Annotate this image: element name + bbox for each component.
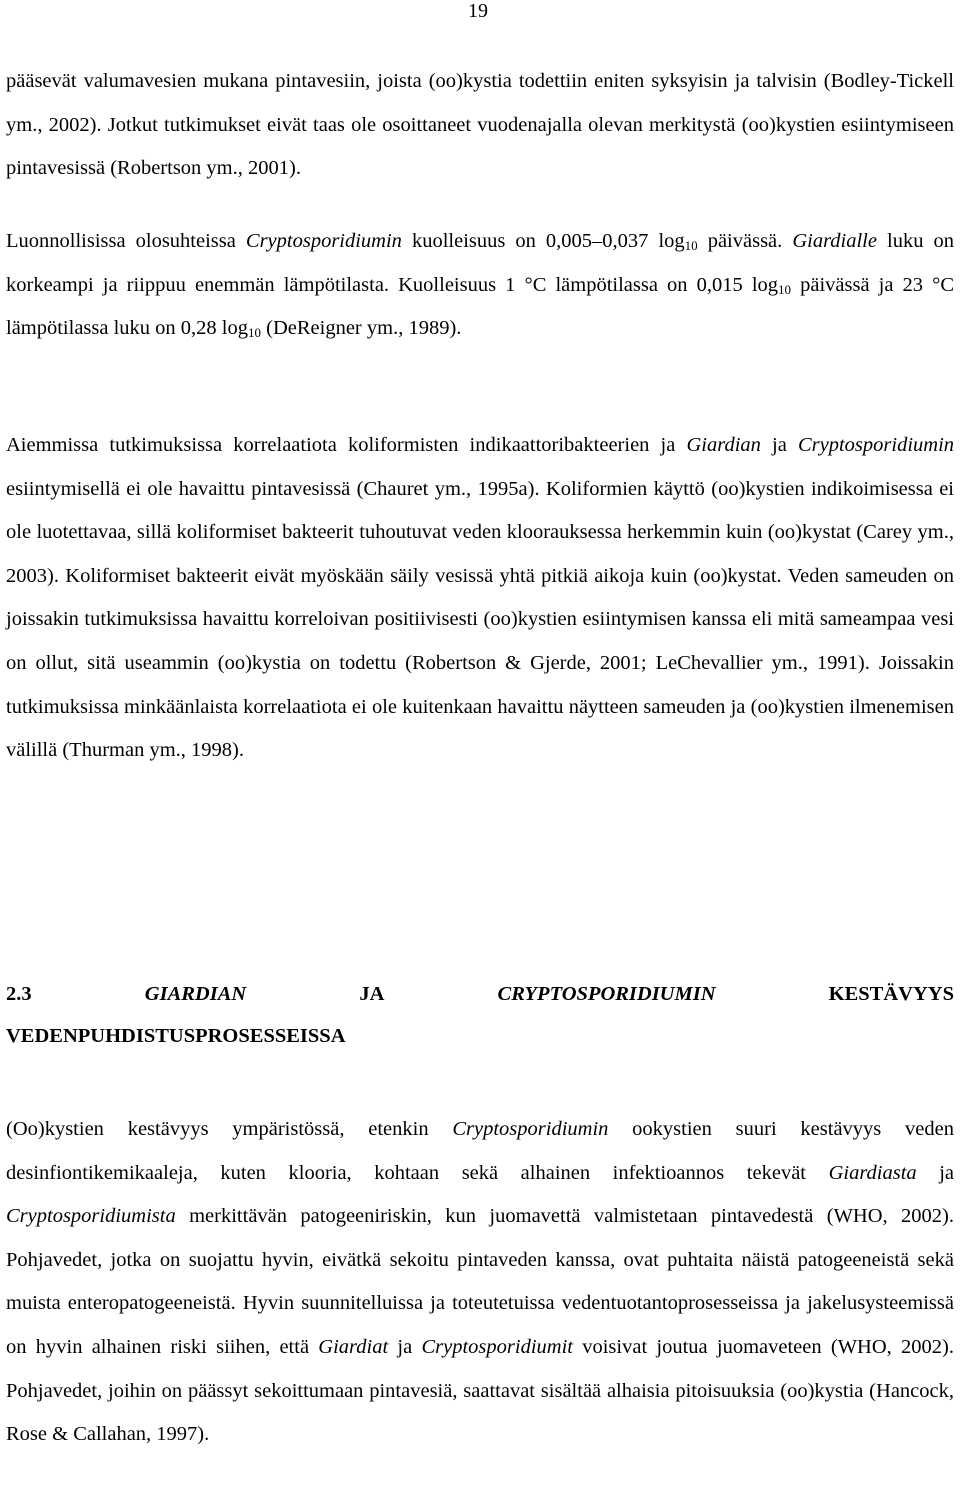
heading-word-kestavyys: KESTÄVYYS xyxy=(828,983,954,1005)
paragraph-seasonal-occurrence: pääsevät valumavesien mukana pintavesiin, joista (oo)kystia todettiin eniten syksyisin ja talvisin (Bodley-Tickell ym., 2002). Jotkut tutkimukset eivät taas ole osoittaneet vuodenajalla olevan merkitystä (oo)kystien esiintymiseen pintavesissä (Robertson ym., 2001). xyxy=(6,70,954,180)
section-number: 2.3 xyxy=(6,983,32,1005)
section-heading xyxy=(6,973,954,1057)
paragraph-mortality: Luonnollisissa olosuhteissa Cryptosporidiumin kuolleisuus on 0,005–0,037 $\log_{10}$ päivässä. Giardialle luku on korkeampi ja riippuu enemmän lämpötilasta. Kuolleisuus 1 °C lämpötilassa on 0,015 $\log_{10}$ päivässä ja 23 °C lämpötilassa luku on 0,28 $\log_{10}$ (DeReigner ym., 1989). xyxy=(6,230,955,341)
paragraph-cyst-resistance: (Oo)kystien kestävyys ympäristössä, etenkin Cryptosporidiumin ookystien suuri kestävyys veden desinfiontikemikaaleja, kuten klooria, kohtaan sekä alhainen infektioannos tekevät Giardiasta ja Cryptosporidiumista merkittävän patogeeniriskin, kun juomavettä valmistetaan pintavedestä (WHO, 2002). Pohjavedet, jotka on suojattu hyvin, eivätkä sekoitu pintaveden kanssa, ovat puhtaita näistä patogeeneistä sekä muista enteropatogeeneistä. Hyvin suunnitelluissa ja toteutetuissa vedentuotantoprosesseissa ja jakelusysteemissä on hyvin alhainen riski siihen, että Giardiat ja Cryptosporidiumit voisivat joutua juomaveteen (WHO, 2002). Pohjavedet, joihin on päässyt sekoittumaan pintavesiä, saattavat sisältää alhaisia pitoisuuksia (oo)kystia (Hancock, Rose & Callahan, 1997). xyxy=(6,1118,955,1446)
section-heading-line-2: VEDENPUHDISTUSPROSESSEISSA xyxy=(6,1025,346,1047)
section-heading-line-1 xyxy=(6,973,954,1015)
heading-word-giardian: GIARDIAN xyxy=(144,983,247,1005)
heading-word-cryptosporidiumin: CRYPTOSPORIDIUMIN xyxy=(497,983,716,1005)
paragraph-indicator-correlation: Aiemmissa tutkimuksissa korrelaatiota koliformisten indikaattoribakteerien ja Giardian ja Cryptosporidiumin esiintymisellä ei ole havaittu pintavesissä (Chauret ym., 1995a). Koliformien käyttö (oo)kystien indikoimisessa ei ole luotettavaa, sillä koliformiset bakteerit tuhoutuvat veden kloorauksessa herkemmin kuin (oo)kystat (Carey ym., 2003). Koliformiset bakteerit eivät myöskään säily vesissä yhtä pitkiä aikoja kuin (oo)kystat. Veden sameuden on joissakin tutkimuksissa havaittu korreloivan positiivisesti (oo)kystien esiintymisen kanssa eli mitä sameampaa vesi on ollut, sitä useammin (oo)kystia on todettu (Robertson & Gjerde, 2001; LeChevallier ym., 1991). Joissakin tutkimuksissa minkäänlaista korrelaatiota ei ole kuitenkaan havaittu näytteen sameuden ja (oo)kystien ilmenemisen välillä (Thurman ym., 1998). xyxy=(6,434,955,762)
page-number: 19 xyxy=(468,0,488,22)
heading-word-ja: JA xyxy=(359,983,385,1005)
